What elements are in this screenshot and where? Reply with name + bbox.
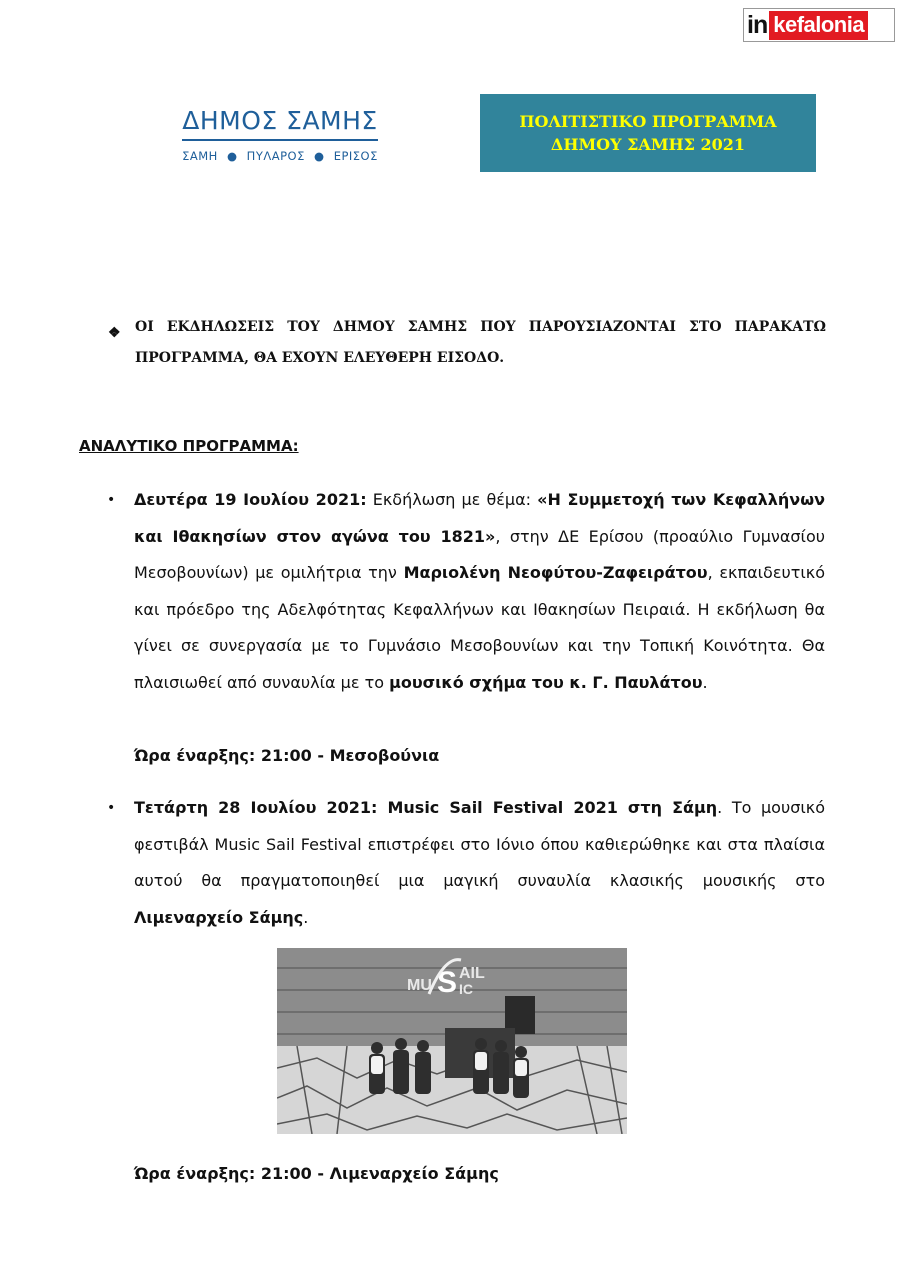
- area-separator: ●: [226, 148, 238, 163]
- bullet-icon: •: [107, 800, 116, 816]
- event-1-start-time: Ώρα έναρξης: 21:00 - Μεσοβούνια: [134, 746, 440, 765]
- free-entry-notice: [108, 312, 826, 374]
- event-1-date: Δευτέρα 19 Ιουλίου 2021:: [134, 490, 367, 509]
- event-1-text: .: [702, 672, 708, 692]
- bullet-icon: •: [107, 492, 116, 508]
- event-item-2: [107, 790, 825, 936]
- banner-line-2: ΔΗΜΟΥ ΣΑΜΗΣ 2021: [550, 135, 746, 154]
- municipality-header: [150, 104, 410, 163]
- event-1-topic: «Η Συμμετοχή των Κεφαλλήνων και Ιθακησίων στον αγώνα του 1821»: [134, 490, 825, 546]
- logo-in-text: in: [747, 10, 768, 39]
- logo-kefalonia-text: kefalonia: [769, 11, 868, 40]
- area-pylaros: ΠΥΛΑΡΟΣ: [246, 148, 305, 163]
- sign-s: S: [437, 966, 458, 999]
- event-1-music: μουσικό σχήμα του κ. Γ. Παυλάτου: [389, 672, 703, 692]
- event-2-description: [134, 790, 825, 936]
- music-sail-photo: [277, 948, 627, 1134]
- event-2-place: Λιμεναρχείο Σάμης: [134, 907, 304, 927]
- diamond-bullet-icon: ❖: [108, 325, 121, 341]
- notice-text: ΟΙ ΕΚΔΗΛΩΣΕΙΣ ΤΟΥ ΔΗΜΟΥ ΣΑΜΗΣ ΠΟΥ ΠΑΡΟΥΣΙΑΖΟΝΤΑΙ ΣΤΟ ΠΑΡΑΚΑΤΩ ΠΡΟΓΡΑΜΜΑ, ΘΑ ΕΧΟΥΝ ΕΛΕΥΘΕΡΗ ΕΙΣΟΔΟ.: [135, 319, 826, 366]
- event-1-text: , εκπαιδευτικό και πρόεδρο της Αδελφότητας Κεφαλλήνων και Ιθακησίων Πειραιά. Η εκδήλωση θα γίνει σε συνεργασία με το Γυμνάσιο Μεσοβουνίων και την Τοπική Κοινότητα. Θα πλαισιωθεί από συναυλία με το: [134, 563, 826, 692]
- event-2-text: .: [303, 907, 309, 927]
- sign-mu: MU: [407, 977, 432, 994]
- area-separator: ●: [314, 148, 325, 163]
- municipality-underline: [182, 139, 378, 141]
- event-2-start-time: Ώρα έναρξης: 21:00 - Λιμεναρχείο Σάμης: [134, 1164, 499, 1183]
- municipality-name: ΔΗΜΟΣ ΣΑΜΗΣ: [182, 106, 378, 135]
- event-1-text: Εκδήλωση με θέμα:: [366, 490, 538, 509]
- banner-line-1: ΠΟΛΙΤΙΣΤΙΚΟ ΠΡΟΓΡΑΜΜΑ: [519, 112, 777, 131]
- municipality-areas: [150, 149, 410, 163]
- sign-ic: IC: [459, 981, 473, 997]
- program-banner: [480, 94, 816, 172]
- program-heading: ΑΝΑΛΥΤΙΚΟ ΠΡΟΓΡΑΜΜΑ:: [79, 437, 299, 455]
- event-item-1: [107, 482, 825, 701]
- area-erisos: ΕΡΙΣΟΣ: [333, 148, 378, 163]
- photo-graphic: [277, 948, 627, 1134]
- event-2-title: Τετάρτη 28 Ιουλίου 2021: Music Sail Festival 2021 στη Σάμη: [134, 798, 718, 817]
- area-sami: ΣΑΜΗ: [182, 148, 218, 163]
- event-1-description: [134, 482, 825, 701]
- event-2-text: . Το μουσικό φεστιβάλ Music Sail Festival επιστρέφει στο Ιόνιο όπου καθιερώθηκε και στα πλαίσια αυτού θα πραγματοποιηθεί μια μαγική συναυλία κλασικής μουσικής στο: [134, 798, 825, 890]
- sign-ail: AIL: [459, 965, 485, 982]
- event-1-speaker: Μαριολένη Νεοφύτου-Ζαφειράτου: [403, 563, 708, 582]
- inkefalonia-logo[interactable]: [743, 8, 895, 42]
- event-1-text: , στην ΔΕ Ερίσου (προαύλιο Γυμνασίου Μεσοβουνίων) με ομιλήτρια την: [134, 526, 825, 582]
